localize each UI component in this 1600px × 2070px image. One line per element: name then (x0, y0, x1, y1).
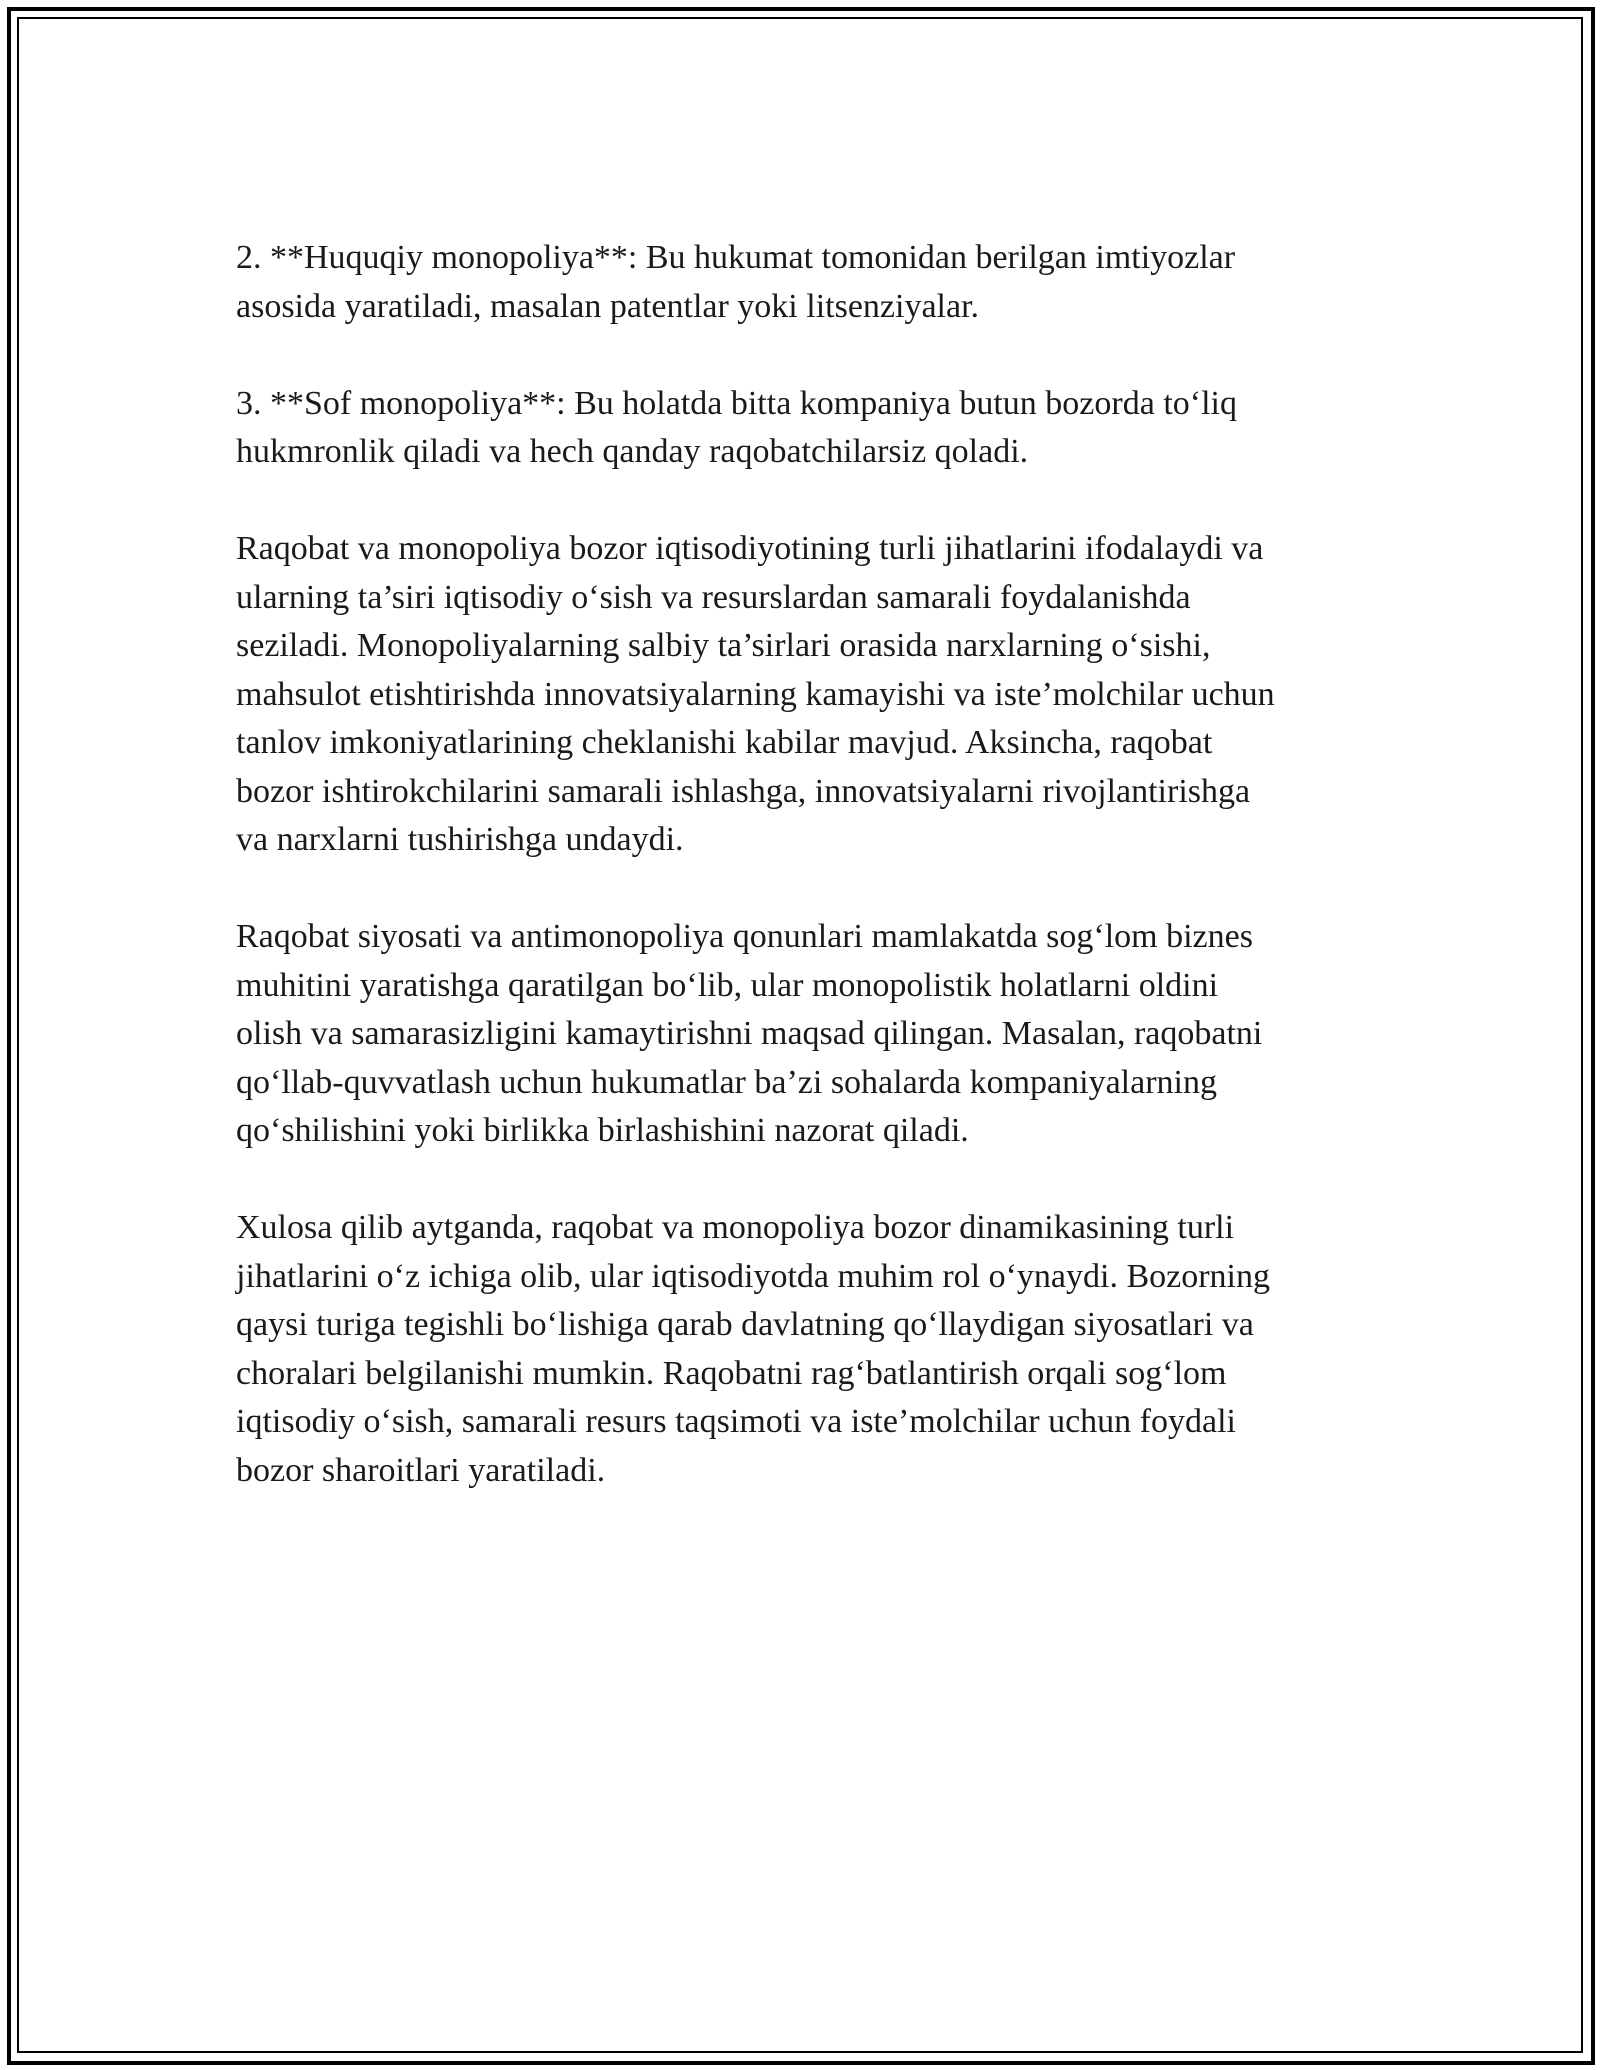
paragraph-pure-monopoly: 3. **Sof monopoliya**: Bu holatda bitta kompaniya butun bozorda to‘liq hukmronlik qiladi va hech qanday raqobatchilarsiz qoladi. (236, 384, 1237, 470)
document-body (236, 234, 1376, 1544)
paragraph-legal-monopoly: 2. **Huquqiy monopoliya**: Bu hukumat tomonidan berilgan imtiyozlar asosida yaratiladi, masalan patentlar yoki litsenziyalar. (236, 239, 1236, 325)
paragraph-conclusion: Xulosa qilib aytganda, raqobat va monopoliya bozor dinamikasining turli jihatlarini o‘z ichiga olib, ular iqtisodiyotda muhim rol o‘ynaydi. Bozorning qaysi turiga tegishli bo‘lishiga qarab davlatning qo‘llaydigan siyosatlari va choralari belgilanishi mumkin. Raqobatni rag‘batlantirish orqali sog‘lom iqtisodiy o‘sish, samarali resurs taqsimoti va iste’molchilar uchun foydali bozor sharoitlari yaratiladi. (236, 1209, 1270, 1489)
paragraph-competition-effects: Raqobat va monopoliya bozor iqtisodiyotining turli jihatlarini ifodalaydi va ularning ta’siri iqtisodiy o‘sish va resurslardan samarali foydalanishda seziladi. Monopoliyalarning salbiy ta’sirlari orasida narxlarning o‘sishi, mahsulot etishtirishda innovatsiyalarning kamayishi va iste’molchilar uchun tanlov imkoniyatlarining cheklanishi kabilar mavjud. Aksincha, raqobat bozor ishtirokchilarini samarali ishlashga, innovatsiyalarni rivojlantirishga va narxlarni tushirishga undaydi. (236, 530, 1275, 858)
paragraph-antimonopoly-policy: Raqobat siyosati va antimonopoliya qonunlari mamlakatda sog‘lom biznes muhitini yaratishga qaratilgan bo‘lib, ular monopolistik holatlarni oldini olish va samarasizligini kamaytirishni maqsad qilingan. Masalan, raqobatni qo‘llab-quvvatlash uchun hukumatlar ba’zi sohalarda kompaniyalarning qo‘shilishini yoki birlikka birlashishini nazorat qiladi. (236, 918, 1263, 1149)
